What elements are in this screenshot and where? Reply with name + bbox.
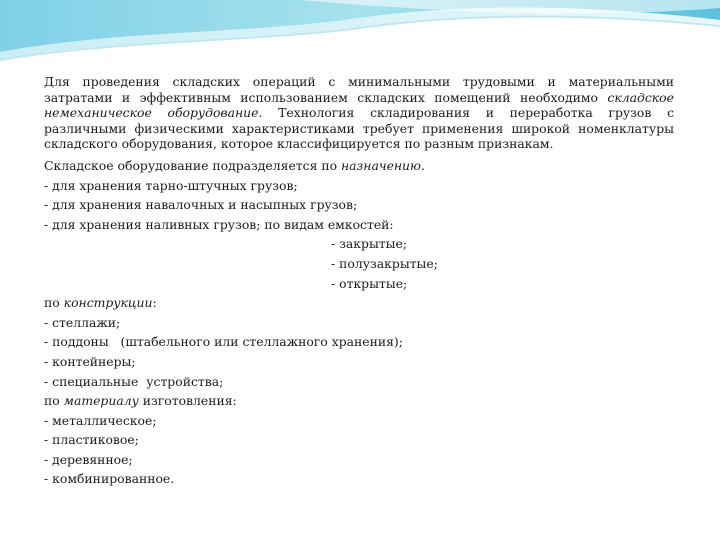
container-type-item: - открытые; bbox=[331, 275, 408, 291]
material-item: - пластиковое; bbox=[44, 432, 139, 448]
construction-item: - контейнеры; bbox=[44, 353, 136, 369]
slide-content bbox=[44, 74, 674, 489]
construction-lead: по конструкции: bbox=[44, 295, 157, 311]
material-keyword: материалу bbox=[63, 393, 139, 409]
material-item: - деревянное; bbox=[44, 451, 133, 467]
intro-paragraph bbox=[44, 74, 674, 152]
material-item: - металлическое; bbox=[44, 412, 157, 428]
container-type-item: - полузакрытые; bbox=[331, 255, 438, 271]
intro-sentence-2: Технология складирования и переработка грузов с различными физическими характеристиками требует применения широкой номенклатуры складского оборудования, которое классифицируется по разным признакам. bbox=[44, 105, 675, 152]
header-wave-decoration bbox=[0, 0, 720, 80]
container-type-item: - закрытые; bbox=[331, 236, 408, 252]
construction-item: - поддоны (штабельного или стеллажного хранения); bbox=[44, 334, 403, 350]
construction-item: - стеллажи; bbox=[44, 314, 121, 330]
intro-italic-term: складское немеханическое оборудование. bbox=[44, 89, 674, 121]
purpose-item: - для хранения тарно-штучных грузов; bbox=[44, 177, 298, 193]
purpose-keyword: назначению bbox=[341, 157, 421, 173]
intro-sentence-1: Для проведения складских операций с минимальными трудовыми и материальными затратами и эффективным использованием складских помещений необходимо bbox=[44, 74, 674, 105]
material-item: - комбинированное. bbox=[44, 471, 175, 487]
purpose-item: - для хранения наливных грузов; по видам емкостей: bbox=[44, 216, 394, 232]
material-lead: по материалу изготовления: bbox=[44, 393, 237, 409]
purpose-item: - для хранения навалочных и насыпных грузов; bbox=[44, 197, 358, 213]
construction-keyword: конструкции bbox=[63, 295, 153, 311]
purpose-lead: Складское оборудование подразделяется по назначению. bbox=[44, 157, 425, 173]
construction-item: - специальные устройства; bbox=[44, 373, 224, 389]
